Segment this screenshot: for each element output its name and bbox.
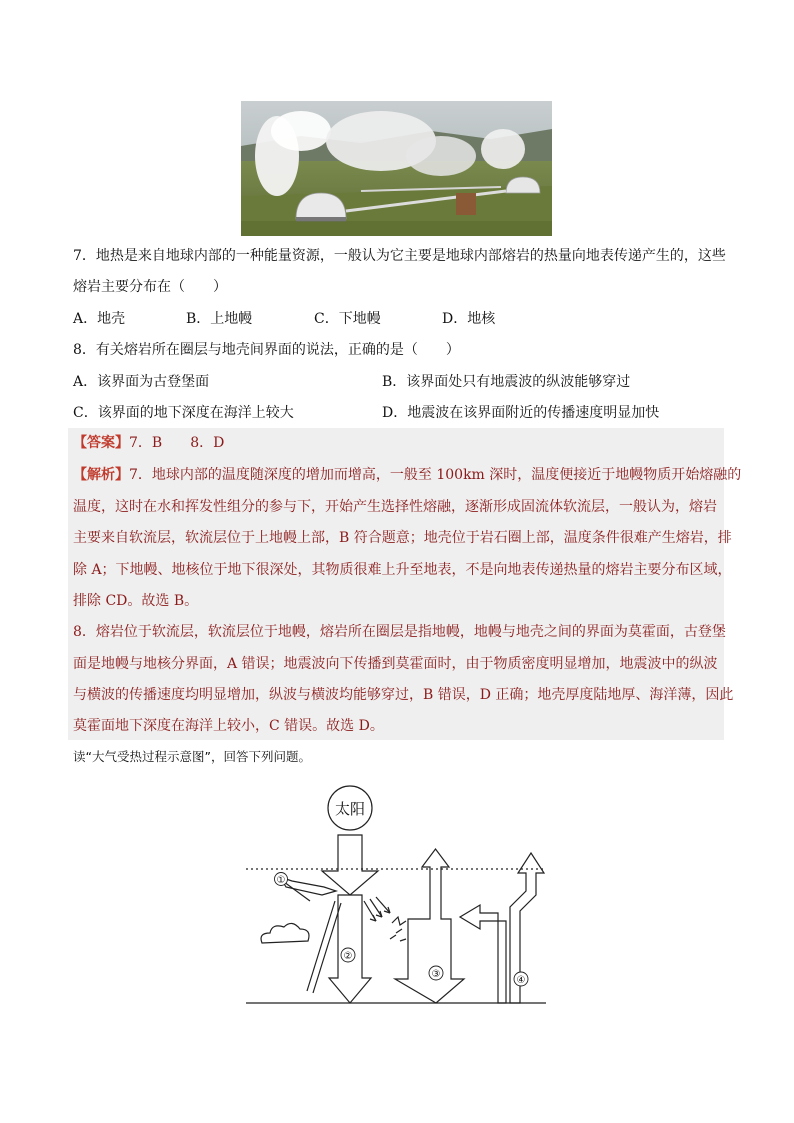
q8-option-d: D．地震波在该界面附近的传播速度明显加快 — [382, 405, 660, 421]
analysis-line: 面是地幔与地核分界面，A 错误；地震波向下传播到莫霍面时，由于物质密度明显增加，地震波中的纵波 — [73, 656, 718, 672]
q7-option-d: D．地核 — [442, 311, 496, 327]
atmosphere-heating-diagram — [240, 783, 552, 1011]
label-1: ① — [276, 875, 286, 886]
q7-stem-line1: 7．地热是来自地球内部的一种能量资源，一般认为它主要是地球内部熔岩的热量向地表传递产生的，这些 — [73, 248, 726, 264]
q8-option-a: A．该界面为古登堡面 — [73, 374, 210, 390]
solar-radiation-arrow — [322, 835, 378, 895]
diagram-intro: 读“大气受热过程示意图”，回答下列问题。 — [73, 749, 311, 764]
analysis-text: 7．地球内部的温度随深度的增加而增高，一般至 100km 深时，温度便接近于地幔物质开始熔融的 — [129, 467, 742, 483]
q7-option-c: C．下地幔 — [314, 311, 381, 327]
analysis-line: 与横波的传播速度均明显增加，纵波与横波均能够穿过，B 错误，D 正确；地壳厚度陆地厚、海洋薄，因此 — [73, 687, 734, 703]
answer-line — [73, 433, 723, 453]
arrow-4 — [460, 905, 506, 1003]
geothermal-plant-photo — [241, 101, 552, 236]
label-2: ② — [343, 951, 353, 962]
analysis-line — [73, 465, 742, 485]
answer-text: 7．B 8．D — [129, 435, 225, 451]
q7-option-b: B．上地幔 — [186, 311, 253, 327]
analysis-line: 除 A；下地幔、地核位于地下很深处，其物质很难上升至地表，不是向地表传递热量的熔岩主要分布区域， — [73, 562, 732, 578]
cloud-icon — [261, 923, 309, 943]
analysis-line: 排除 CD。故选 B。 — [73, 593, 199, 609]
analysis-line: 主要来自软流层，软流层位于上地幔上部，B 符合题意；地壳位于岩石圈上部，温度条件很难产生熔岩，排 — [73, 530, 732, 546]
q8-stem: 8．有关熔岩所在圈层与地壳间界面的说法，正确的是（ ） — [73, 342, 460, 358]
answer-tag: 【答案】 — [73, 435, 129, 451]
label-4: ④ — [516, 975, 526, 986]
arrow-1 — [280, 877, 336, 895]
analysis-tag: 【解析】 — [73, 467, 129, 483]
q7-option-a: A．地壳 — [73, 311, 126, 327]
q8-option-b: B．该界面处只有地震波的纵波能够穿过 — [382, 374, 631, 390]
analysis-line: 莫霍面地下深度在海洋上较小，C 错误。故选 D。 — [73, 718, 384, 734]
q7-stem-line2: 熔岩主要分布在（ ） — [73, 279, 227, 295]
analysis-line: 8．熔岩位于软流层，软流层位于地幔，熔岩所在圈层是指地幔，地幔与地壳之间的界面为莫霍面，古登堡 — [73, 624, 726, 640]
analysis-line: 温度，这时在水和挥发性组分的参与下，开始产生选择性熔融，逐渐形成固流体软流层，一般认为，熔岩 — [73, 499, 717, 515]
sun-label: 太阳 — [334, 800, 366, 818]
label-3: ③ — [431, 969, 441, 980]
scatter-arrows — [364, 897, 390, 921]
q8-option-c: C．该界面的地下深度在海洋上较大 — [73, 405, 294, 421]
arrow-3 — [395, 849, 464, 1003]
